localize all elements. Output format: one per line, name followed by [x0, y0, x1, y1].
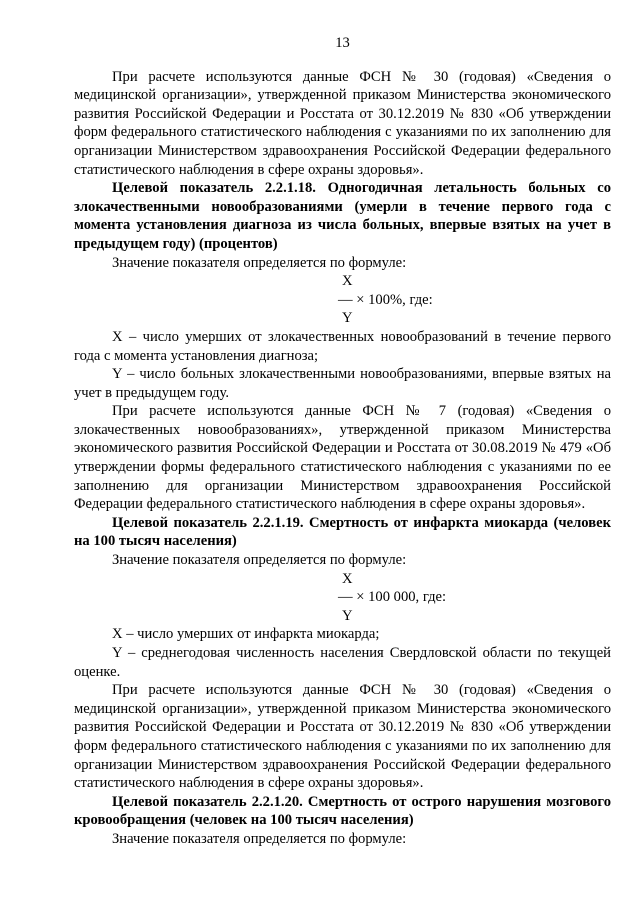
paragraph-fsn7-source: При расчете используются данные ФСН № 7 (годовая) «Сведения о злокачественных новообразованиях», утвержденной приказом Министерства экономического развития Российской Федерации и Росстата от 30.08.2019 № 479 «Об утверждении формы федерального статистического наблюдения с указаниями по ее заполнению для организации Министерством здравоохранения Российской Федерации федерального статистического наблюдения в сфере охраны здоровья».	[74, 403, 611, 513]
paragraph-y-definition: Y – число больных злокачественными новообразованиями, впервые взятых на учет в предыдущем году.	[74, 366, 611, 401]
heading-indicator-2-2-1-20: Целевой показатель 2.2.1.20. Смертность от острого нарушения мозгового кровообращения (человек на 100 тысяч населения)	[74, 793, 611, 829]
paragraph-fsn30-source: При расчете используются данные ФСН № 30 (годовая) «Сведения о медицинской организации», утвержденной приказом Министерства экономического развития Российской Федерации и Росстата от 30.12.2019 № 830 «Об утверждении форм федерального статистического наблюдения с указаниями по их заполнению для организации Министерством здравоохранения Российской Федерации федерального статистического наблюдения в сфере охраны здоровья».	[74, 68, 611, 178]
paragraph-x-definition: X – число умерших от злокачественных новообразований в течение первого года с момента установления диагноза;	[74, 328, 611, 364]
paragraph-formula-intro: Значение показателя определяется по формуле:	[112, 830, 407, 847]
heading-indicator-2-2-1-19: Целевой показатель 2.2.1.19. Смертность от инфаркта миокарда (человек на 100 тысяч населения)	[74, 514, 611, 550]
paragraph-x-definition: X – число умерших от инфаркта миокарда;	[112, 626, 380, 643]
paragraph-formula-intro: Значение показателя определяется по формуле:	[112, 254, 407, 271]
paragraph-y-definition: Y – среднегодовая численность населения Свердловской области по текущей оценке.	[74, 645, 611, 680]
paragraph-fsn30-source: При расчете используются данные ФСН № 30 (годовая) «Сведения о медицинской организации», утвержденной приказом Министерства экономического развития Российской Федерации и Росстата от 30.12.2019 № 830 «Об утверждении форм федерального статистического наблюдения с указаниями по их заполнению для организации Министерством здравоохранения Российской Федерации федерального статистического наблюдения в сфере охраны здоровья».	[74, 682, 611, 792]
formula-numerator: X	[342, 273, 353, 290]
heading-indicator-2-2-1-18: Целевой показатель 2.2.1.18. Одногодичная летальность больных со злокачественными новообразованиями (умерли в течение первого года с момента установления диагноза из числа больных, впервые взятых на учет в предыдущем году) (процентов)	[74, 180, 611, 252]
formula-denominator: Y	[342, 607, 353, 624]
formula-percent	[338, 272, 538, 328]
formula-operator: — × 100 000, где:	[338, 589, 447, 606]
document-page	[74, 34, 611, 849]
formula-numerator: X	[342, 570, 353, 587]
formula-operator: — × 100%, где:	[338, 291, 433, 308]
paragraph-formula-intro: Значение показателя определяется по формуле:	[112, 552, 407, 569]
page-number: 13	[335, 35, 350, 51]
formula-per-100k	[338, 570, 538, 626]
formula-denominator: Y	[342, 310, 353, 327]
